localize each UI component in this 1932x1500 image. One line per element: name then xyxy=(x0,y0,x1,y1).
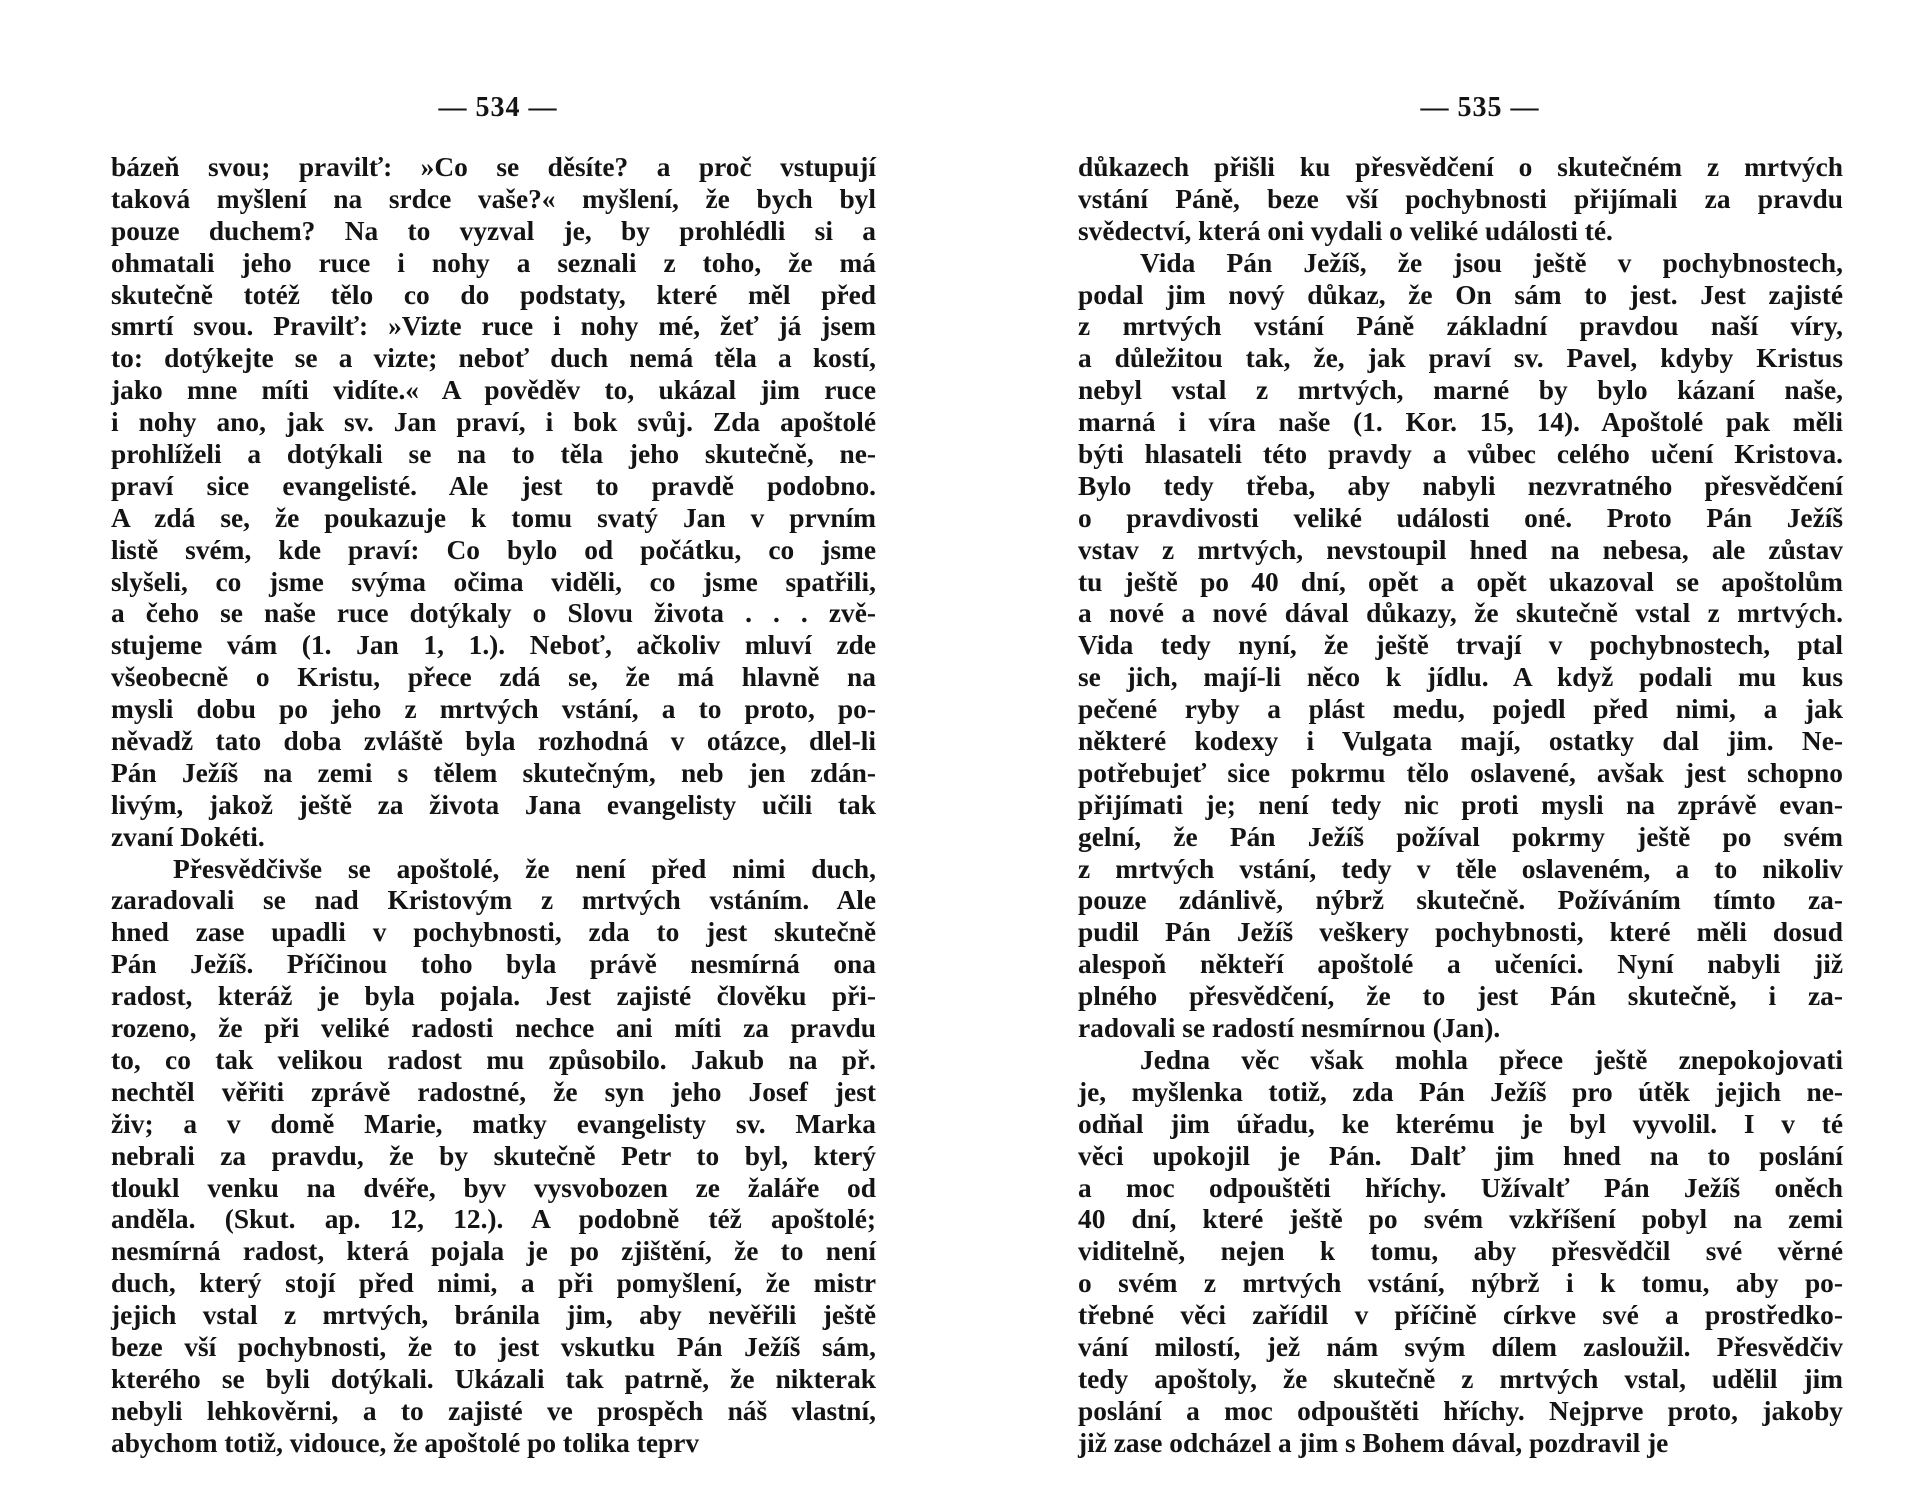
text-line: podal jim nový důkaz, že On sám to jest. Jest zajisté xyxy=(1078,279,1843,310)
text-line: taková myšlení na srdce vaše?« myšlení, že bych byl xyxy=(111,183,876,214)
text-line: třebné věci zařídil v příčině církve své a prostředko- xyxy=(1078,1300,1843,1331)
text-line: věci upokojil je Pán. Dalť jim hned na to poslání xyxy=(1078,1140,1843,1171)
text-line: bázeň svou; pravilť: »Co se děsíte? a proč vstupují xyxy=(111,152,876,182)
text-line: přijímati je; není tedy nic proti mysli na zprávě evan- xyxy=(1078,789,1843,820)
text-line: to: dotýkejte se a vizte; neboť duch nemá těla a kostí, xyxy=(111,343,876,374)
text-line: odňal jim úřadu, ke kterému je byl vyvolil. I v té xyxy=(1078,1108,1843,1139)
text-line: všeobecně o Kristu, přece zdá se, že má hlavně na xyxy=(111,662,876,693)
text-line: radost, kteráž je byla pojala. Jest zajisté člověku při- xyxy=(111,981,876,1012)
text-line: Bylo tedy třeba, aby nabyli nezvratného přesvědčení xyxy=(1078,470,1843,501)
text-line: pečené ryby a plást medu, pojedl před nimi, a jak xyxy=(1078,694,1843,725)
text-line: pouze zdánlivě, nýbrž skutečně. Požíváním tímto za- xyxy=(1078,885,1843,916)
text-line: tedy apoštoly, že skutečně z mrtvých vstal, udělil jim xyxy=(1078,1363,1843,1394)
text-line: potřebujeť sice pokrmu tělo oslavené, avšak jest schopno xyxy=(1078,757,1843,788)
text-line: zvaní Dokéti. xyxy=(111,821,265,852)
text-line: z mrtvých vstání, tedy v těle oslaveném, a to nikoliv xyxy=(1078,853,1843,884)
text-line: a čeho se naše ruce dotýkaly o Slovu života . . . zvě- xyxy=(111,598,876,629)
text-line: o pravdivosti veliké události oné. Proto Pán Ježíš xyxy=(1078,502,1843,533)
text-line: beze vší pochybnosti, že to jest vskutku Pán Ježíš sám, xyxy=(111,1331,876,1362)
text-line: již zase odcházel a jim s Bohem dával, pozdravil je xyxy=(1078,1427,1669,1458)
text-line: poslání a moc odpouštěti hříchy. Nejprve proto, jakoby xyxy=(1078,1395,1843,1426)
page-number-left: — 534 — xyxy=(438,92,558,123)
text-line: a moc odpouštěti hříchy. Užívalť Pán Ježíš oněch xyxy=(1078,1172,1843,1203)
text-line: tu ještě po 40 dní, opět a opět ukazoval se apoštolům xyxy=(1078,566,1843,597)
text-line: nebyl vstal z mrtvých, marné by bylo kázaní naše, xyxy=(1078,375,1843,406)
text-line: prohlíželi a dotýkali se na to těla jeho skutečně, ne- xyxy=(111,439,876,470)
text-line: i nohy ano, jak sv. Jan praví, i bok svůj. Zda apoštolé xyxy=(111,407,876,438)
text-line: se jich, mají-li něco k jídlu. A když podali mu kus xyxy=(1078,662,1843,693)
right-page xyxy=(966,0,1932,1500)
left-page-text xyxy=(111,152,876,1460)
text-line: praví sice evangelisté. Ale jest to pravdě podobno. xyxy=(111,470,876,501)
text-line: stujeme vám (1. Jan 1, 1.). Neboť, ačkoliv mluví zde xyxy=(111,630,876,661)
text-line: vání milostí, jež nám svým dílem zasloužil. Přesvědčiv xyxy=(1078,1331,1843,1362)
text-line: Pán Ježíš na zemi s tělem skutečným, neb jen zdán- xyxy=(111,757,876,788)
text-line: vstání Páně, beze vší pochybnosti přijímali za pravdu xyxy=(1078,183,1843,214)
text-line: Pán Ježíš. Příčinou toho byla právě nesmírná ona xyxy=(111,949,876,980)
text-line: alespoň někteří apoštolé a učeníci. Nyní nabyli již xyxy=(1078,949,1843,980)
text-line: jejich vstal z mrtvých, bránila jim, aby nevěřili ještě xyxy=(111,1300,876,1331)
text-line: jako mne míti vidíte.« A pověděv to, ukázal jim ruce xyxy=(111,375,876,406)
text-line: o svém z mrtvých vstání, nýbrž i k tomu, aby po- xyxy=(1078,1268,1843,1299)
text-line: livým, jakož ještě za života Jana evangelisty učili tak xyxy=(111,789,876,820)
text-line: nechtěl věřiti zprávě radostné, že syn jeho Josef jest xyxy=(111,1076,876,1107)
text-line: listě svém, kde praví: Co bylo od počátku, co jsme xyxy=(111,534,876,565)
page-number-right: — 535 — xyxy=(1420,92,1540,123)
text-line: a důležitou tak, že, jak praví sv. Pavel, kdyby Kristus xyxy=(1078,343,1843,374)
text-line: pouze duchem? Na to vyzval je, by prohlédli si a xyxy=(111,215,876,246)
text-line: radovali se radostí nesmírnou (Jan). xyxy=(1078,1013,1501,1044)
text-line: z mrtvých vstání Páně základní pravdou naší víry, xyxy=(1078,311,1843,342)
text-line: anděla. (Skut. ap. 12, 12.). A podobně též apoštolé; xyxy=(111,1204,876,1235)
text-line: živ; a v domě Marie, matky evangelisty sv. Marka xyxy=(111,1108,876,1139)
text-line: Vida Pán Ježíš, že jsou ještě v pochybnostech, xyxy=(1140,247,1843,278)
text-line: gelní, že Pán Ježíš požíval pokrmy ještě po svém xyxy=(1078,821,1843,852)
text-line: nebyli lehkověrni, a to zajisté ve prospěch náš vlastní, xyxy=(111,1395,876,1426)
text-line: nebrali za pravdu, že by skutečně Petr to byl, který xyxy=(111,1140,876,1171)
text-line: pudil Pán Ježíš veškery pochybnosti, které měli dosud xyxy=(1078,917,1843,948)
text-line: hned zase upadli v pochybnosti, zda to jest skutečně xyxy=(111,917,876,948)
text-line: Přesvědčivše se apoštolé, že není před nimi duch, xyxy=(173,853,876,884)
text-line: nesmírná radost, která pojala je po zjištění, že to není xyxy=(111,1236,876,1267)
text-line: důkazech přišli ku přesvědčení o skutečném z mrtvých xyxy=(1078,152,1843,182)
text-line: svědectví, která oni vydali o veliké události té. xyxy=(1078,215,1613,246)
text-line: je, myšlenka totiž, zda Pán Ježíš pro útěk jejich ne- xyxy=(1078,1076,1843,1107)
text-line: slyšeli, co jsme svýma očima viděli, co jsme spatřili, xyxy=(111,566,876,597)
text-line: vstav z mrtvých, nevstoupil hned na nebesa, ale zůstav xyxy=(1078,534,1843,565)
text-line: kterého se byli dotýkali. Ukázali tak patrně, že nikterak xyxy=(111,1363,876,1394)
text-line: Jedna věc však mohla přece ještě znepokojovati xyxy=(1140,1044,1843,1075)
text-line: 40 dní, které ještě po svém vzkříšení pobyl na zemi xyxy=(1078,1204,1843,1235)
text-line: tloukl venku na dvéře, byv vysvobozen ze žaláře od xyxy=(111,1172,876,1203)
text-line: viditelně, nejen k tomu, aby přesvědčil své věrné xyxy=(1078,1236,1843,1267)
text-line: mysli dobu po jeho z mrtvých vstání, a to proto, po- xyxy=(111,694,876,725)
text-line: marná i víra naše (1. Kor. 15, 14). Apoštolé pak měli xyxy=(1078,407,1843,438)
right-page-text xyxy=(1078,152,1843,1460)
text-line: skutečně totéž tělo co do podstaty, které měl před xyxy=(111,279,876,310)
text-line: abychom totiž, vidouce, že apoštolé po tolika teprv xyxy=(111,1427,700,1458)
text-line: Vida tedy nyní, že ještě trvají v pochybnostech, ptal xyxy=(1078,630,1843,661)
text-line: smrtí svou. Pravilť: »Vizte ruce i nohy mé, žeť já jsem xyxy=(111,311,876,342)
text-line: duch, který stojí před nimi, a při pomyšlení, že mistr xyxy=(111,1268,876,1299)
text-line: něvadž tato doba zvláště byla rozhodná v otázce, dlel-li xyxy=(111,726,876,757)
text-line: to, co tak velikou radost mu způsobilo. Jakub na př. xyxy=(111,1044,876,1075)
text-line: zaradovali se nad Kristovým z mrtvých vstáním. Ale xyxy=(111,885,876,916)
text-line: a nové a nové dával důkazy, že skutečně vstal z mrtvých. xyxy=(1078,598,1843,629)
text-line: ohmatali jeho ruce i nohy a seznali z toho, že má xyxy=(111,247,876,278)
text-line: některé kodexy i Vulgata mají, ostatky dal jim. Ne- xyxy=(1078,726,1843,757)
text-line: A zdá se, že poukazuje k tomu svatý Jan v prvním xyxy=(111,502,876,533)
text-line: plného přesvědčení, že to jest Pán skutečně, i za- xyxy=(1078,981,1843,1012)
text-line: rozeno, že při veliké radosti nechce ani míti za pravdu xyxy=(111,1013,876,1044)
text-line: býti hlasateli této pravdy a vůbec celého učení Kristova. xyxy=(1078,439,1843,470)
